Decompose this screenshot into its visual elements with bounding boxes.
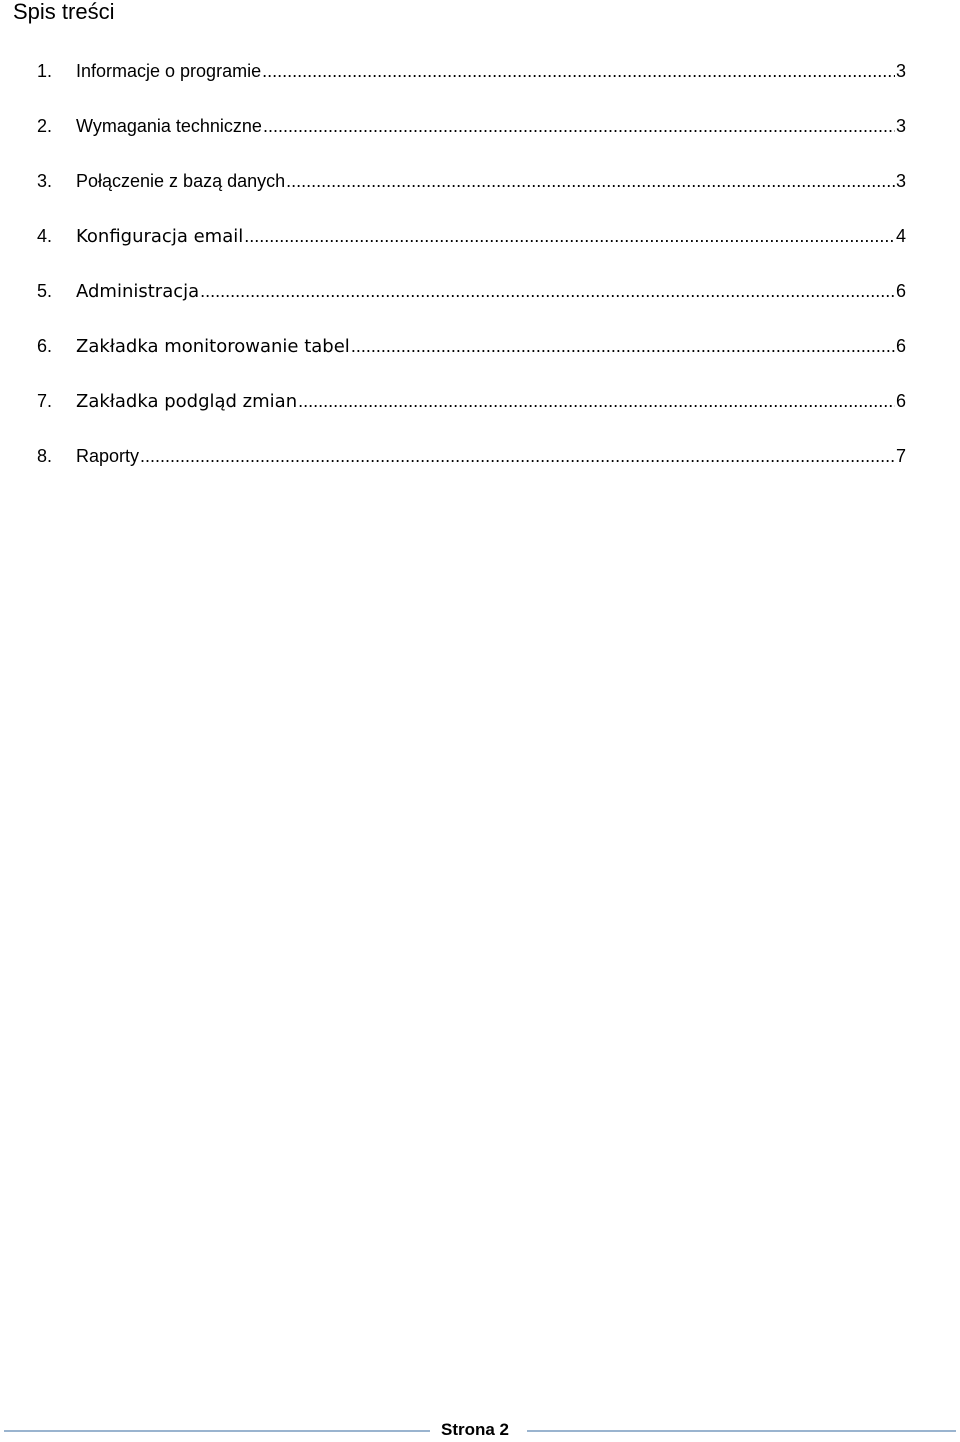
toc-entry-page[interactable]: 6 [895,391,906,411]
toc-entry-page[interactable]: 4 [895,226,906,246]
toc-entry[interactable] [37,388,906,443]
toc-entry-number: 2. [37,116,53,136]
toc-entry-text[interactable]: Konfiguracja email [76,226,244,247]
toc-entry-page[interactable]: 7 [895,446,906,466]
toc-entry-page[interactable]: 3 [895,116,906,136]
toc-entry-text[interactable]: Wymagania techniczne [76,116,262,136]
toc-entry-page[interactable]: 3 [895,171,906,191]
toc-entry-page[interactable]: 6 [895,336,906,356]
toc-entry-page[interactable]: 3 [895,61,906,81]
toc-leader-dots [262,58,895,84]
footer-rule-right [527,1430,956,1432]
toc-entry-number: 1. [37,61,53,81]
toc-leader-dots [263,113,895,139]
footer-rule-left [4,1430,430,1432]
toc-entry-text[interactable]: Administracja [76,281,200,302]
toc-entry[interactable] [37,223,906,278]
toc-entry-text[interactable]: Raporty [76,446,140,466]
toc-entry[interactable] [37,333,906,388]
toc-entry-text[interactable]: Zakładka monitorowanie tabel [76,336,350,357]
toc-entry[interactable] [37,113,906,168]
toc-entry[interactable] [37,443,906,498]
toc-leader-dots [286,168,895,194]
page-footer [0,1418,960,1442]
toc-entry-number: 5. [37,281,53,301]
toc-entry-number: 6. [37,336,53,356]
toc-entry-number: 7. [37,391,53,411]
toc-leader-dots [351,333,895,359]
toc-entry-number: 4. [37,226,53,246]
toc-entry-page[interactable]: 6 [895,281,906,301]
toc-entry-number: 3. [37,171,53,191]
toc-list [37,58,906,498]
toc-leader-dots [298,388,895,414]
toc-entry-text[interactable]: Informacje o programie [76,61,262,81]
toc-leader-dots [140,443,895,469]
toc-entry[interactable] [37,58,906,113]
toc-leader-dots [244,223,895,249]
toc-leader-dots [200,278,895,304]
toc-entry-text[interactable]: Zakładka podgląd zmian [76,391,298,412]
toc-entry[interactable] [37,278,906,333]
toc-entry-text[interactable]: Połączenie z bazą danych [76,171,286,191]
page-number-label: Strona 2 [441,1420,510,1439]
toc-entry-number: 8. [37,446,53,466]
toc-entry[interactable] [37,168,906,223]
toc-title: Spis treści [13,0,115,24]
